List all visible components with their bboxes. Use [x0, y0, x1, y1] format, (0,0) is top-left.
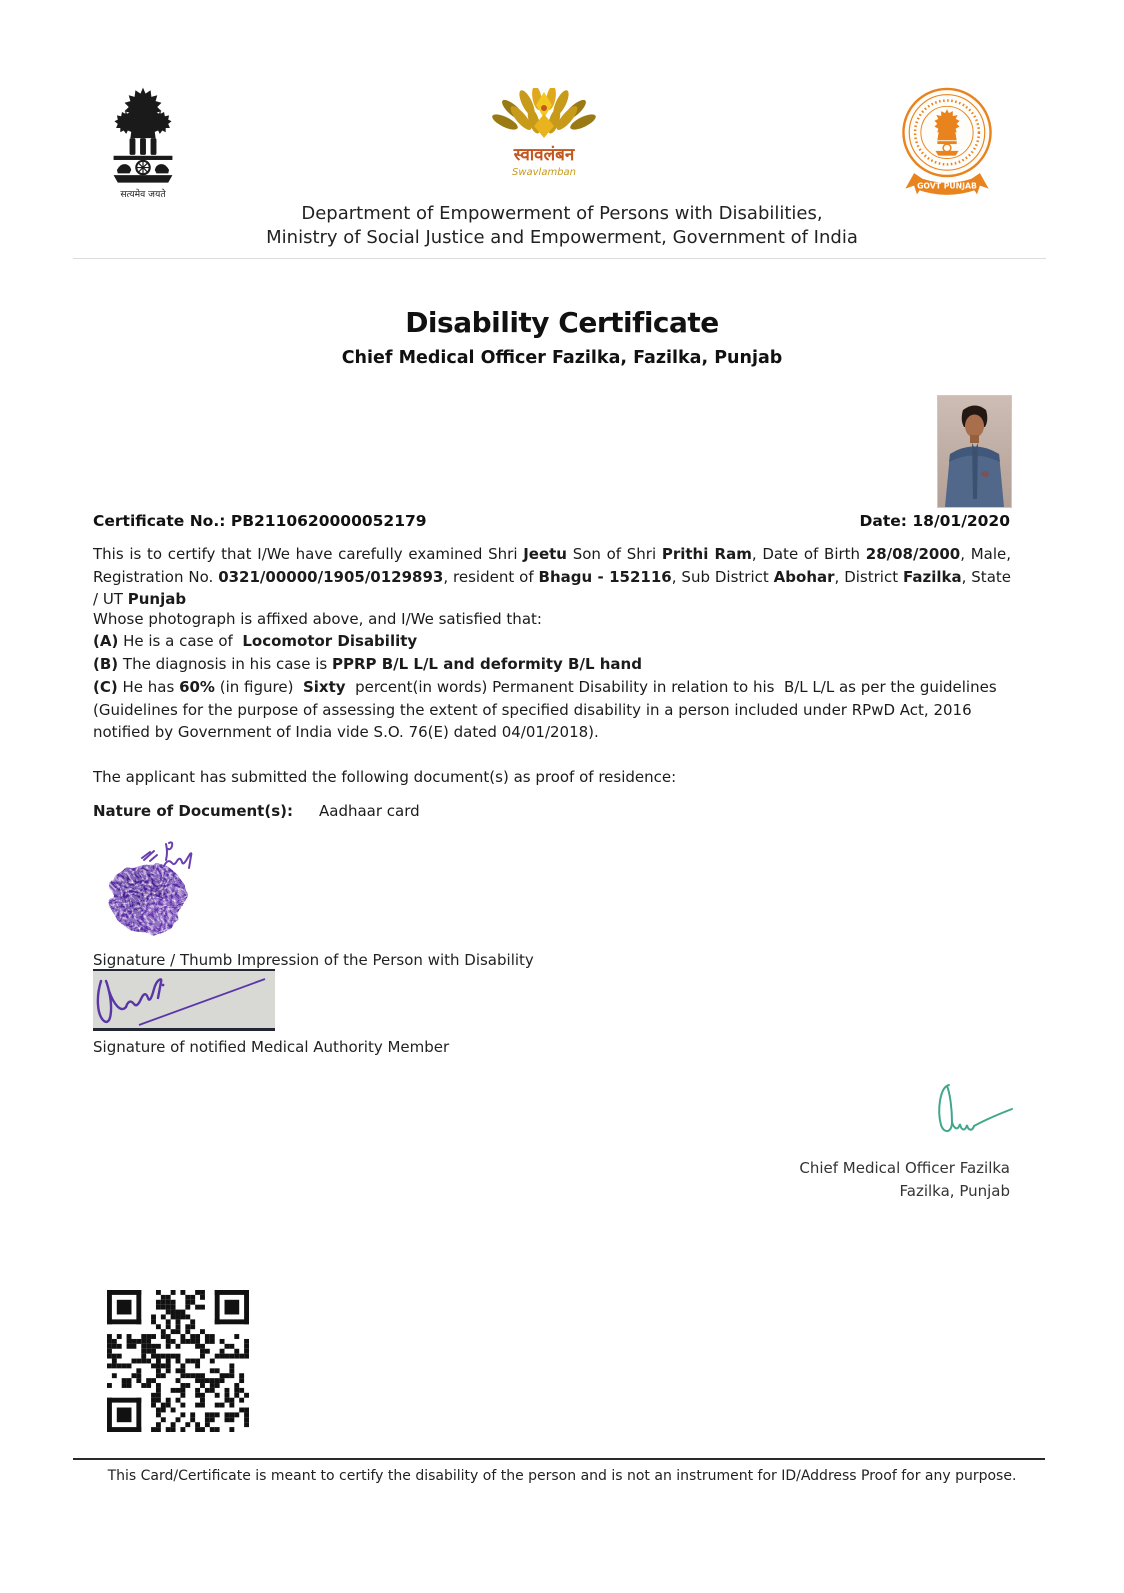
date-value: 18/01/2020 [912, 512, 1010, 530]
swavlamban-icon [487, 88, 601, 182]
clause-c: (C) He has 60% (in figure) Sixty percent(in words) Permanent Disability in relation to his B/L L/L as per the guidelines (Guidelines for the purpose of assessing the extent of specified disability in a person included under RPwD Act, 2016 notified by Government of India vide S.O. 76(E) dated 04/01/2018). [93, 678, 1002, 741]
authority-signature-image [93, 971, 275, 1028]
nature-of-documents [93, 800, 1011, 823]
applicant-photo-image [938, 396, 1011, 507]
date-label: Date: [859, 512, 907, 530]
india-state-emblem-logo [105, 86, 181, 202]
officer-signature [925, 1080, 1015, 1148]
department-line2: Ministry of Social Justice and Empowerment, Government of India [266, 227, 858, 248]
punjab-govt-seal-logo [898, 86, 996, 206]
thumb-impression-image [98, 836, 210, 948]
emblem-caption: सत्यमेव जयते [120, 188, 166, 200]
page-title: Disability Certificate [405, 306, 719, 339]
punjab-seal-icon [898, 86, 996, 206]
certificate-date [860, 512, 1010, 530]
department-line1: Department of Empowerment of Persons with Disabilities, [301, 203, 823, 224]
residence-line: The applicant has submitted the following document(s) as proof of residence: [93, 768, 677, 786]
footer-note: This Card/Certificate is meant to certify the disability of the person and is not an instrument for ID/Address Proof for any purpose. [107, 1468, 1017, 1484]
footer-divider [73, 1458, 1045, 1460]
punjab-seal-caption: GOVT PUNJAB [917, 181, 977, 191]
certify-paragraph: This is to certify that I/We have carefully examined Shri Jeetu Son of Shri Prithi Ram, Date of Birth 28/08/2000, Male, Registration No. 0321/00000/1905/0129893, resident of Bhagu - 152116, Sub District Abohar, District Fazilka, State / UT Punjab [93, 545, 1016, 608]
nature-of-documents-label: Nature of Document(s): [93, 802, 293, 820]
authority-signature-label: Signature of notified Medical Authority Member [93, 1038, 450, 1056]
photograph-line: Whose photograph is affixed above, and I/We satisfied that: [93, 610, 542, 628]
officer-signature-image [925, 1080, 1015, 1148]
clause-b: (B) The diagnosis in his case is PPRP B/L L/L and deformity B/L hand [93, 655, 642, 673]
certificate-number [93, 512, 427, 530]
applicant-photo [937, 395, 1012, 508]
swavlamban-latin-text: Swavlamban [511, 167, 577, 178]
swavlamban-hindi-text: स्वावलंबन [513, 145, 575, 165]
page-subtitle: Chief Medical Officer Fazilka, Fazilka, Punjab [341, 348, 783, 368]
officer-title-line1: Chief Medical Officer Fazilka [799, 1159, 1010, 1177]
qr-code [107, 1290, 249, 1432]
officer-title-line2: Fazilka, Punjab [899, 1182, 1010, 1200]
qr-code-image [107, 1290, 249, 1432]
certificate-number-label: Certificate No.: [93, 512, 226, 530]
certificate-number-value: PB2110620000052179 [230, 512, 427, 530]
authority-signature [93, 969, 275, 1031]
swavlamban-logo [487, 88, 601, 182]
clause-a: (A) He is a case of Locomotor Disability [93, 632, 418, 650]
ashoka-lion-capital-icon [105, 86, 181, 202]
nature-of-documents-value: Aadhaar card [319, 802, 420, 820]
thumb-impression [98, 836, 210, 948]
header-divider [73, 258, 1046, 259]
person-signature-label: Signature / Thumb Impression of the Person with Disability [93, 951, 534, 969]
